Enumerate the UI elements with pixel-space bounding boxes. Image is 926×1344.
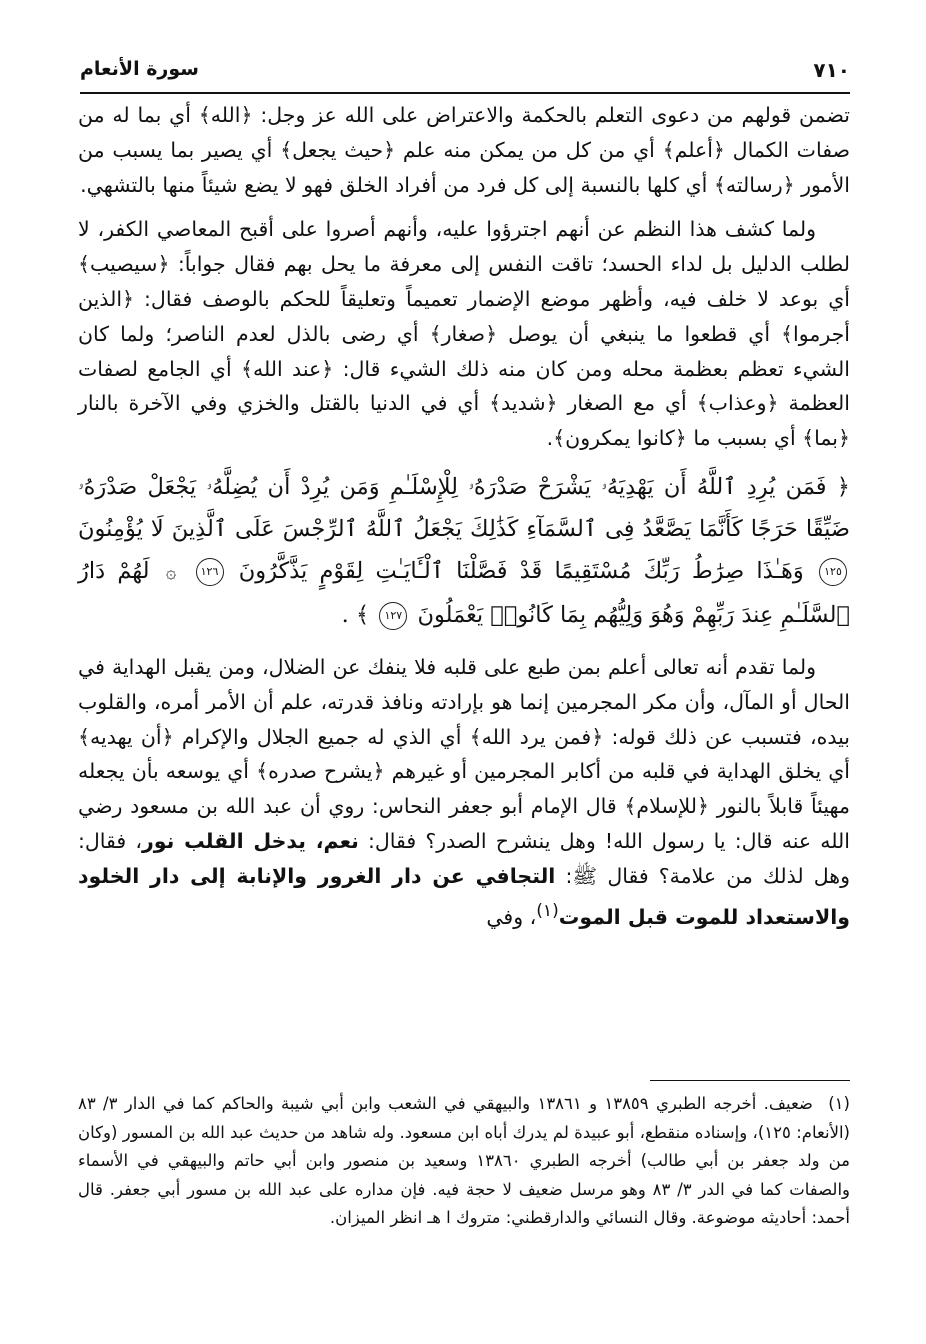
footnote-reference[interactable]: (١) (536, 900, 559, 921)
verse-part-2: وَهَـٰذَا صِرَٰطُ رَبِّكَ مُسْتَقِيمًا قَدْ فَصَّلْنَا ٱلْـَٔايَـٰتِ لِقَوْمٍ يَذَّكَّرُونَ (238, 557, 804, 584)
footnote-mark: (١) (828, 1094, 850, 1113)
paragraph-2: ولما كشف هذا النظم عن أنهم اجترؤوا عليه، وأنهم أصروا على أقبح المعاصي الكفر، لا لطلب الدليل بل لداء الحسد؛ تاقت النفس إلى معرفة ما يحل بهم فقال جواباً: ﴿سيصيب﴾ أي بوعد لا خلف فيه، وأظهر موضع الإضمار تعميماً وتعليقاً للحكم بالوصف فقال: ﴿الذين أجرموا﴾ أي قطعوا ما ينبغي أن يوصل ﴿صغار﴾ أي رضى بالذل لعدم الناصر؛ ولما كان الشيء تعظم بعظمة محله ومن كان منه ذلك الشيء قال: ﴿عند الله﴾ أي الجامع لصفات العظمة ﴿وعذاب﴾ أي مع الصغار ﴿شديد﴾ أي في الدنيا بالقتل والخزي وفي الآخرة بالنار ﴿بما﴾ أي بسبب ما ﴿كانوا يمكرون﴾. (78, 217, 850, 451)
paragraph-3-mid: ، فقال: وهل لذلك من علامة؟ فقال ﷺ: (78, 828, 850, 888)
hadith-quote-2: التجافي عن دار الغرور والإنابة إلى دار الخلود والاستعداد للموت قبل الموت (78, 863, 850, 929)
ayah-marker-125: ١٢٥ (819, 558, 847, 586)
verse-close: ﴾ . (341, 601, 370, 628)
paragraph-1: تضمن قولهم من دعوى التعلم بالحكمة والاعتراض على الله عز وجل: ﴿الله﴾ أي بما له من صفات الكمال ﴿أعلم﴾ أي من كل من يمكن منه علم ﴿حيث يجعل﴾ أي يصير بما يسبب من الأمور ﴿رسالته﴾ أي كلها بالنسبة إلى كل فرد من أفراد الخلق فهو لا يضع شيئاً منها بالتشهي. (78, 103, 850, 197)
surah-title: سورة الأنعام (80, 58, 199, 80)
ayah-marker-126: ١٢٦ (196, 558, 224, 586)
page-header (80, 58, 850, 88)
footnote (78, 1090, 850, 1233)
paragraph-3-start: ولما تقدم أنه تعالى أعلم بمن طبع على قلبه فلا ينفك عن الضلال، ومن يقبل الهداية في الحال أو المآل، وأن مكر المجرمين إنما هو بإرادته ونافذ قدرته، علم أن الأمر أمره، والقلوب بيده، فتسبب عن ذلك قوله: ﴿فمن يرد الله﴾ أي الذي له جميع الجلال والإكرام ﴿أن يهديه﴾ أي يخلق الهداية في قلبه من أكابر المجرمين أو غيرهم ﴿يشرح صدره﴾ أي يوسعه بأن يجعله مهيئاً قابلاً بالنور ﴿للإسلام﴾ قال الإمام أبو جعفر النحاس: روي أن عبد الله بن مسعود رضي الله عنه قال: يا رسول الله! وهل ينشرح الصدر؟ فقال: (78, 654, 850, 853)
verse-part-1: ﴿ فَمَن يُرِدِ ٱللَّهُ أَن يَهْدِيَهُۥ يَشْرَحْ صَدْرَهُۥ لِلْإِسْلَـٰمِ وَمَن يُرِدْ أَن يُضِلَّهُۥ يَجْعَلْ صَدْرَهُۥ ضَيِّقًا حَرَجًا كَأَنَّمَا يَصَّعَّدُ فِى ٱلسَّمَآءِ كَذَٰلِكَ يَجْعَلُ ٱللَّهُ ٱلرِّجْسَ عَلَى ٱلَّذِينَ لَا يُؤْمِنُونَ (78, 473, 850, 542)
footnote-text: ضعيف. أخرجه الطبري ١٣٨٥٩ و ١٣٨٦١ والبيهقي في الشعب وابن أبي شيبة والحاكم كما في الدار ٣/ ٨٣ (الأنعام: ١٢٥)، وإسناده منقطع، أبو عبيدة لم يدرك أباه ابن مسعود. وله شاهد من حديث عبد الله بن المسور (وكان من ولد جعفر بن أبي طالب) أخرجه الطبري ١٣٨٦٠ وسعيد بن منصور وابن أبي حاتم والبيهقي في الأسماء والصفات كما في الدر ٣/ ٨٣ وهو مرسل ضعيف لا حجة فيه. فإن مداره على عبد الله بن مسور أبي جعفر. قال أحمد: أحاديثه موضوعة. وقال النسائي والدارقطني: متروك ا هـ انظر الميزان. (78, 1094, 850, 1227)
main-text (78, 98, 850, 944)
footnote-rule (650, 1080, 850, 1081)
page-number: ٧١٠ (813, 58, 850, 82)
header-rule (80, 92, 850, 94)
hizb-star-icon: ۞ (165, 561, 177, 583)
verse-part-3: لَهُمْ دَارُ ٱلسَّلَـٰمِ عِندَ رَبِّهِمْ وَهُوَ وَلِيُّهُم بِمَا كَانُوا۟ يَعْمَلُونَ (78, 557, 850, 628)
paragraph-3-end: ، وفي (486, 904, 537, 929)
hadith-quote-1: نعم، يدخل القلب نور (141, 828, 359, 853)
quran-verse-block (78, 466, 850, 636)
paragraph-3 (78, 650, 850, 934)
ayah-marker-127: ١٢٧ (379, 602, 407, 630)
